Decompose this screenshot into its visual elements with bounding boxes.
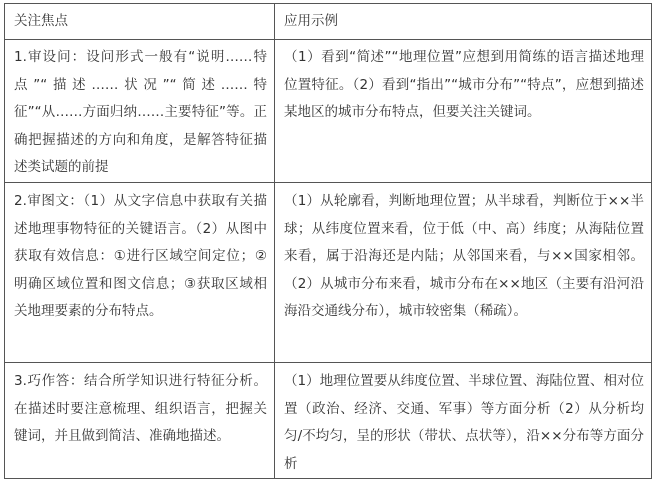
table-container	[4, 3, 652, 479]
table-row	[5, 363, 652, 479]
table-header-row	[5, 4, 652, 40]
answer-strategy-table	[4, 3, 652, 479]
table-row	[5, 40, 652, 183]
example-cell-review-question: （1）看到“简述”“地理位置”应想到用简练的语言描述地理位置特征。（2）看到“指出”“城市分布”“特点”，应想到描述某地区的城市分布特点，但要关注关键词。	[275, 40, 652, 183]
focus-cell-review-map-text: 2.审图文：（1）从文字信息中获取有关描述地理事物特征的关键语言。（2）从图中获取有效信息：①进行区域空间定位；②明确区域位置和图文信息；③获取区域相关地理要素的分布特点。	[5, 183, 275, 363]
table-row	[5, 183, 652, 363]
focus-cell-answer-skill: 3.巧作答：结合所学知识进行特征分析。在描述时要注意梳理、组织语言，把握关键词，并且做到简洁、准确地描述。	[5, 363, 275, 479]
header-focus: 关注焦点	[5, 4, 275, 40]
example-cell-review-map-text: （1）从轮廓看，判断地理位置；从半球看，判断位于××半球；从纬度位置来看，位于低（中、高）纬度；从海陆位置来看，属于沿海还是内陆；从邻国来看，与××国家相邻。（2）从城市分布来看，城市分布在××地区（主要有沿河沿海沿交通线分布），城市较密集（稀疏）。	[275, 183, 652, 363]
header-example: 应用示例	[275, 4, 652, 40]
example-cell-answer-skill: （1）地理位置要从纬度位置、半球位置、海陆位置、相对位置（政治、经济、交通、军事）等方面分析（2）从分析均匀/不均匀，呈的形状（带状、点状等），沿××分布等方面分析	[275, 363, 652, 479]
focus-cell-review-question: 1.审设问：设问形式一般有“说明……特点”“描述……状况”“简述……特征”“从……方面归纳……主要特征”等。正确把握描述的方向和角度，是解答特征描述类试题的前提	[5, 40, 275, 183]
